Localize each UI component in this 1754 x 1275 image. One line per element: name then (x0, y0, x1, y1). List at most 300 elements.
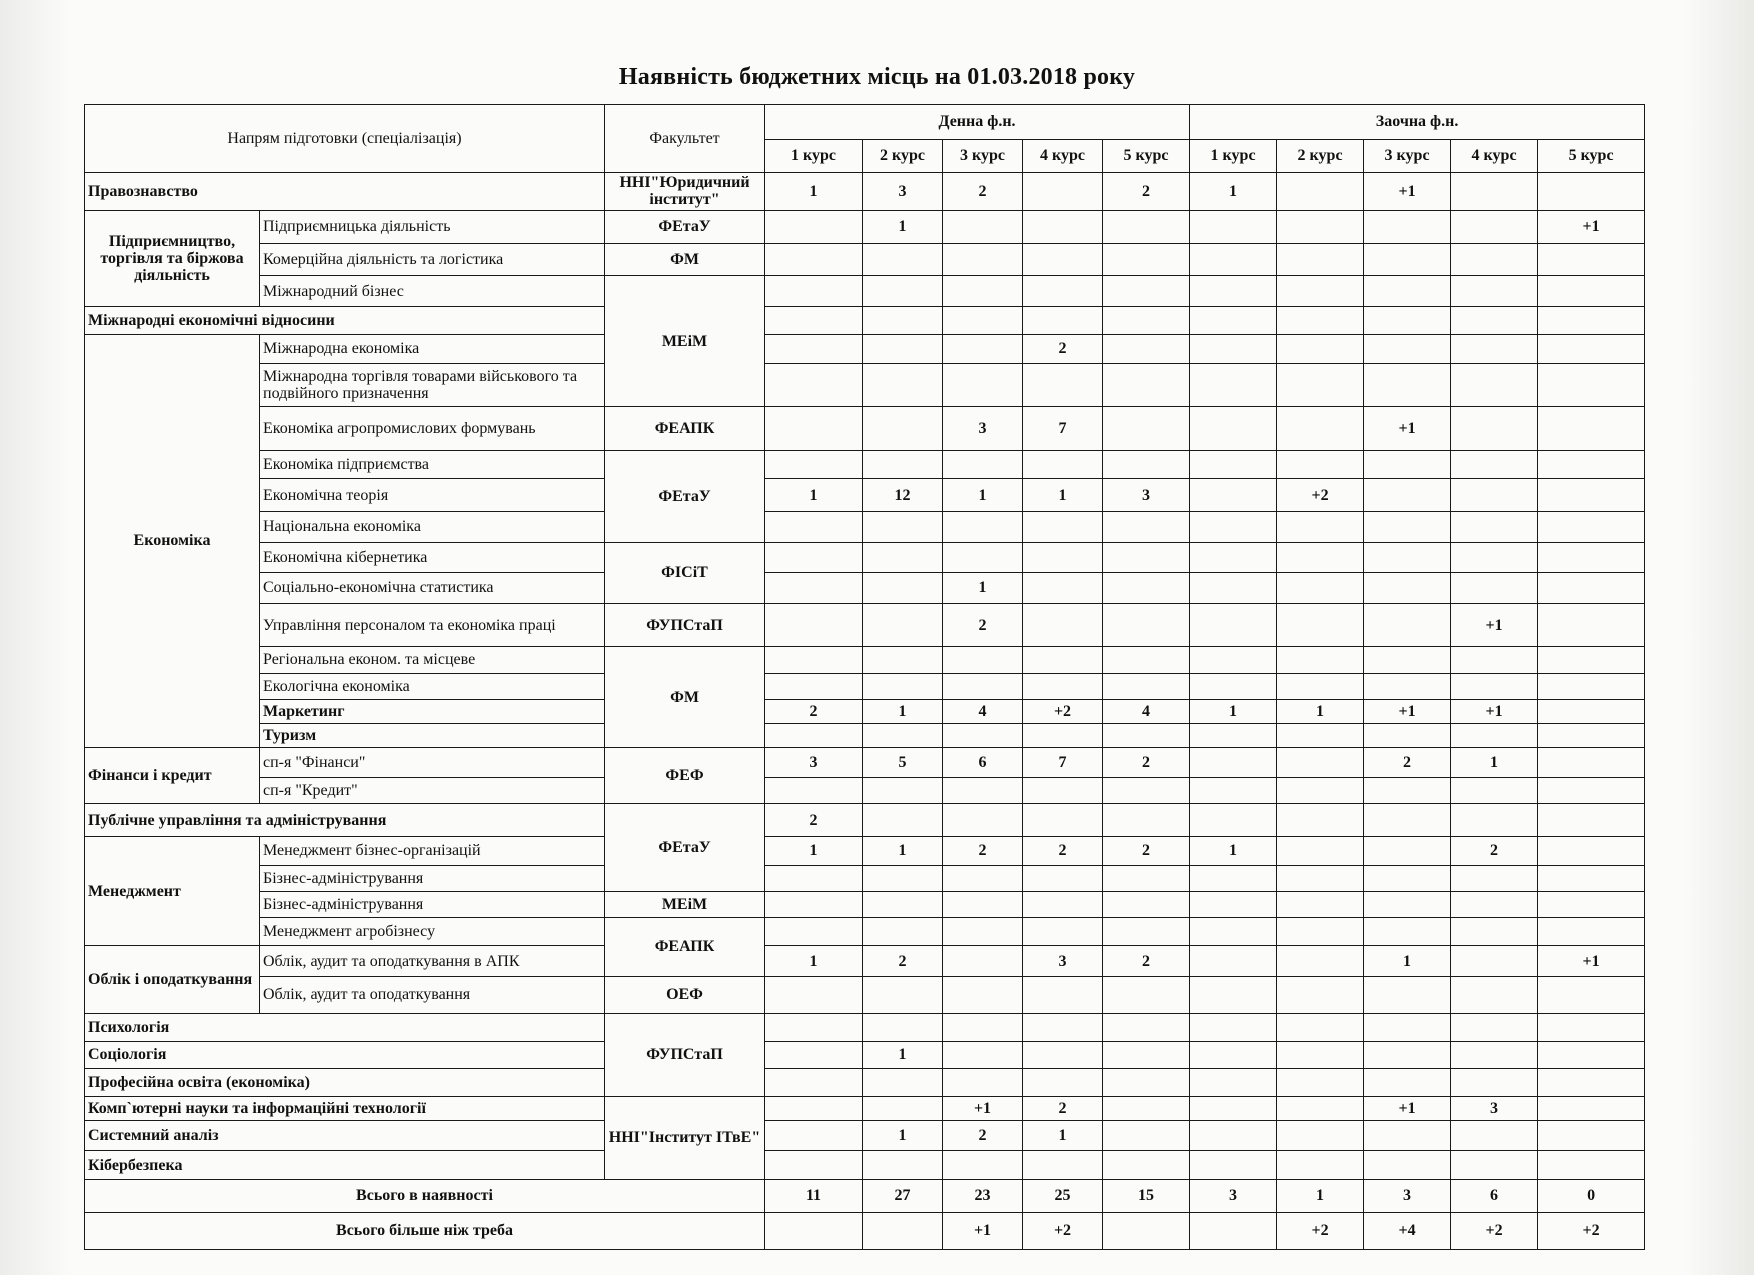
day-course-value (1103, 1096, 1190, 1120)
day-course-value (943, 210, 1023, 243)
day-course-value: 3 (943, 407, 1023, 451)
faculty-cell: МЕіМ (605, 891, 765, 917)
day-course-value (765, 778, 863, 804)
extramural-course-value: 1 (1190, 837, 1277, 865)
extramural-course-value (1451, 512, 1538, 543)
day-course-value: 1 (863, 699, 943, 723)
extramural-course-value (1451, 804, 1538, 837)
specialization-cell: Екологічна економіка (260, 673, 605, 699)
extramural-course-value (1364, 723, 1451, 747)
day-course-value (765, 450, 863, 478)
extramural-course-value (1364, 976, 1451, 1013)
extramural-course-value (1451, 673, 1538, 699)
extramural-course-value (1451, 647, 1538, 673)
extramural-course-value (1190, 1120, 1277, 1151)
extramural-course-value (1364, 1151, 1451, 1179)
day-course-value (863, 363, 943, 407)
day-course-value: 12 (863, 479, 943, 512)
extramural-course-value (1190, 243, 1277, 276)
extramural-course-value: 2 (1451, 837, 1538, 865)
specialization-cell: Бізнес-адміністрування (260, 865, 605, 891)
extramural-course-value (1190, 276, 1277, 307)
extramural-course-value (1451, 778, 1538, 804)
table-row (85, 603, 1645, 647)
faculty-cell: МЕіМ (605, 276, 765, 407)
day-course-value (1103, 778, 1190, 804)
day-course-value (943, 865, 1023, 891)
faculty-cell: ФЕтаУ (605, 804, 765, 891)
day-course-value (863, 1013, 943, 1041)
table-row (85, 1013, 1645, 1041)
extramural-course-value (1451, 542, 1538, 573)
ext-course-header: 5 курс (1538, 139, 1645, 172)
day-course-value (765, 1013, 863, 1041)
day-course-value (863, 673, 943, 699)
day-course-value: 3 (863, 172, 943, 210)
total-day-value: +2 (1023, 1212, 1103, 1249)
extramural-course-value (1538, 647, 1645, 673)
day-course-value (1103, 804, 1190, 837)
header-row (85, 105, 1645, 140)
day-course-value (765, 243, 863, 276)
extramural-course-value (1190, 891, 1277, 917)
extramural-course-value: 1 (1364, 946, 1451, 977)
ext-course-header: 4 курс (1451, 139, 1538, 172)
day-course-value (943, 946, 1023, 977)
extramural-course-value (1277, 946, 1364, 977)
extramural-course-value (1277, 647, 1364, 673)
day-course-value: 3 (765, 747, 863, 778)
direction-cell: Підприємництво, торгівля та біржова діяльність (85, 210, 260, 306)
extramural-course-value (1451, 407, 1538, 451)
extramural-course-value: 1 (1190, 699, 1277, 723)
extramural-course-value (1190, 1042, 1277, 1068)
totals-row (85, 1212, 1645, 1249)
table-row (85, 172, 1645, 210)
extramural-course-value (1277, 603, 1364, 647)
day-course-value (1023, 778, 1103, 804)
extramural-course-value (1277, 335, 1364, 363)
day-course-value: 1 (863, 210, 943, 243)
day-course-value (1023, 512, 1103, 543)
table-row (85, 1151, 1645, 1179)
ext-course-header: 2 курс (1277, 139, 1364, 172)
extramural-course-value (1538, 1096, 1645, 1120)
extramural-course-value (1190, 1013, 1277, 1041)
extramural-course-value (1190, 479, 1277, 512)
day-course-value (1023, 673, 1103, 699)
extramural-course-value (1190, 747, 1277, 778)
specialization-cell: Економічна теорія (260, 479, 605, 512)
extramural-course-value (1451, 573, 1538, 604)
day-course-value: 2 (1023, 1096, 1103, 1120)
day-course-value (1103, 573, 1190, 604)
day-course-value (943, 243, 1023, 276)
day-course-value (1023, 723, 1103, 747)
specialization-cell: Управління персоналом та економіка праці (260, 603, 605, 647)
extramural-course-value (1190, 1068, 1277, 1096)
day-course-value: +1 (943, 1096, 1023, 1120)
day-course-value: 1 (943, 573, 1023, 604)
table-row (85, 276, 1645, 307)
day-course-value (765, 276, 863, 307)
extramural-course-value (1364, 647, 1451, 673)
day-course-value (765, 306, 863, 334)
totals-label: Всього в наявності (85, 1179, 765, 1212)
table-row (85, 306, 1645, 334)
day-course-value (1103, 1151, 1190, 1179)
day-course-value (863, 891, 943, 917)
day-course-value (943, 1042, 1023, 1068)
faculty-cell: ФЕАПК (605, 407, 765, 451)
faculty-cell: ФЕтаУ (605, 210, 765, 243)
specialization-cell: Міжнародна економіка (260, 335, 605, 363)
day-course-value: 4 (1103, 699, 1190, 723)
extramural-course-value: +1 (1538, 210, 1645, 243)
extramural-course-value (1364, 603, 1451, 647)
day-course-value (765, 573, 863, 604)
day-course-value (943, 276, 1023, 307)
table-row (85, 1096, 1645, 1120)
day-course-value (943, 363, 1023, 407)
day-course-value (863, 407, 943, 451)
day-course-value (1103, 243, 1190, 276)
table-row (85, 865, 1645, 891)
day-course-value (1023, 243, 1103, 276)
specialization-cell: Соціально-економічна статистика (260, 573, 605, 604)
day-course-value (765, 1151, 863, 1179)
faculty-cell: ФМ (605, 647, 765, 747)
direction-cell: Системний аналіз (85, 1120, 605, 1151)
extramural-course-value (1190, 1151, 1277, 1179)
extramural-course-value (1364, 479, 1451, 512)
day-course-value (1023, 917, 1103, 945)
day-course-value (943, 1068, 1023, 1096)
day-course-value (1103, 450, 1190, 478)
extramural-course-value (1364, 837, 1451, 865)
direction-cell: Економіка (85, 335, 260, 747)
extramural-course-value: 1 (1451, 747, 1538, 778)
day-course-value (765, 865, 863, 891)
direction-cell: Туризм (260, 723, 765, 747)
extramural-course-value (1538, 512, 1645, 543)
day-course-value (765, 1042, 863, 1068)
table-row (85, 363, 1645, 407)
extramural-course-value (1190, 946, 1277, 977)
direction-cell: Психологія (85, 1013, 605, 1041)
faculty-cell: ОЕФ (605, 976, 765, 1013)
extramural-course-value (1277, 804, 1364, 837)
day-course-value (863, 512, 943, 543)
extramural-course-value (1364, 917, 1451, 945)
table-row (85, 479, 1645, 512)
day-course-value (765, 542, 863, 573)
extramural-course-value (1190, 512, 1277, 543)
day-course-value: 2 (1103, 837, 1190, 865)
extramural-course-value (1451, 335, 1538, 363)
extramural-course-value (1451, 1013, 1538, 1041)
day-course-value (943, 804, 1023, 837)
extramural-course-value (1277, 172, 1364, 210)
extramural-course-value: 2 (1364, 747, 1451, 778)
day-course-value (863, 778, 943, 804)
extramural-course-value (1451, 946, 1538, 977)
extramural-course-value: +1 (1538, 946, 1645, 977)
extramural-course-value (1190, 647, 1277, 673)
specialization-cell: Бізнес-адміністрування (260, 891, 605, 917)
extramural-course-value (1364, 673, 1451, 699)
extramural-course-value (1451, 1120, 1538, 1151)
day-course-value (943, 673, 1023, 699)
day-course-value: 1 (863, 1120, 943, 1151)
faculty-cell: ФУПСтаП (605, 603, 765, 647)
extramural-course-value (1538, 778, 1645, 804)
extramural-course-value (1364, 1068, 1451, 1096)
faculty-cell: ННІ"Інститут ІТвЕ" (605, 1096, 765, 1179)
specialization-cell: Міжнародна торгівля товарами військового та подвійного призначення (260, 363, 605, 407)
day-course-header: 4 курс (1023, 139, 1103, 172)
extramural-course-value (1277, 1120, 1364, 1151)
extramural-course-value (1277, 1096, 1364, 1120)
total-extramural-value: +2 (1277, 1212, 1364, 1249)
table-row (85, 837, 1645, 865)
extramural-course-value (1364, 363, 1451, 407)
ext-course-header: 3 курс (1364, 139, 1451, 172)
day-course-value: 2 (943, 837, 1023, 865)
day-course-value (1103, 647, 1190, 673)
day-course-value: 2 (943, 603, 1023, 647)
extramural-course-value (1451, 976, 1538, 1013)
day-course-value (943, 891, 1023, 917)
extramural-course-value (1451, 172, 1538, 210)
table-row (85, 512, 1645, 543)
ext-course-header: 1 курс (1190, 139, 1277, 172)
extramural-course-value (1190, 210, 1277, 243)
extramural-course-value (1538, 276, 1645, 307)
day-course-value: 3 (1023, 946, 1103, 977)
specialization-cell: Економічна кібернетика (260, 542, 605, 573)
extramural-course-value (1538, 1013, 1645, 1041)
day-course-value: +2 (1023, 699, 1103, 723)
day-course-value (1103, 335, 1190, 363)
table-row (85, 673, 1645, 699)
totals-label: Всього більше ніж треба (85, 1212, 765, 1249)
day-course-value (1023, 276, 1103, 307)
extramural-course-value (1190, 542, 1277, 573)
extramural-course-value (1277, 542, 1364, 573)
day-course-value (765, 407, 863, 451)
day-course-value (943, 1013, 1023, 1041)
extramural-course-value (1538, 243, 1645, 276)
day-course-value (1023, 1042, 1103, 1068)
total-extramural-value: 6 (1451, 1179, 1538, 1212)
day-course-value (863, 1151, 943, 1179)
table-row (85, 407, 1645, 451)
table-row (85, 976, 1645, 1013)
total-day-value (863, 1212, 943, 1249)
faculty-cell: ФУПСтаП (605, 1013, 765, 1096)
total-extramural-value: +2 (1451, 1212, 1538, 1249)
table-row (85, 699, 1645, 723)
day-course-value (1023, 865, 1103, 891)
extramural-course-value (1538, 723, 1645, 747)
table-row (85, 917, 1645, 945)
day-course-value (1103, 1013, 1190, 1041)
extramural-course-value (1364, 1120, 1451, 1151)
extramural-course-value (1277, 865, 1364, 891)
total-day-value: 11 (765, 1179, 863, 1212)
day-course-value (863, 603, 943, 647)
extramural-course-value (1538, 450, 1645, 478)
day-course-value (863, 335, 943, 363)
table-row (85, 1068, 1645, 1096)
day-course-value (1103, 363, 1190, 407)
extramural-course-value (1277, 573, 1364, 604)
extramural-course-value (1538, 542, 1645, 573)
day-course-value (1103, 210, 1190, 243)
extramural-course-value (1277, 363, 1364, 407)
extramural-course-value (1538, 1068, 1645, 1096)
day-course-value (765, 1096, 863, 1120)
day-course-value (1103, 976, 1190, 1013)
day-course-value: 2 (765, 699, 863, 723)
extramural-course-value (1538, 306, 1645, 334)
day-course-value (863, 243, 943, 276)
day-course-value: 1 (765, 172, 863, 210)
day-course-value: 1 (765, 946, 863, 977)
extramural-course-value: +1 (1364, 172, 1451, 210)
day-course-value: 1 (943, 479, 1023, 512)
extramural-course-value (1190, 407, 1277, 451)
day-course-value (765, 891, 863, 917)
day-course-header: 1 курс (765, 139, 863, 172)
extramural-course-value (1364, 778, 1451, 804)
day-course-value (1023, 210, 1103, 243)
faculty-cell: ФЕФ (605, 747, 765, 804)
extramural-course-value: 1 (1277, 699, 1364, 723)
day-course-value (863, 804, 943, 837)
extramural-course-value (1277, 1151, 1364, 1179)
extramural-course-value (1190, 778, 1277, 804)
day-course-value (765, 512, 863, 543)
day-course-value: 2 (1103, 747, 1190, 778)
table-row (85, 891, 1645, 917)
extramural-course-value (1364, 804, 1451, 837)
direction-cell: Правознавство (85, 172, 605, 210)
day-course-value (863, 306, 943, 334)
day-course-value (863, 647, 943, 673)
extramural-course-value (1451, 363, 1538, 407)
day-course-value (765, 1068, 863, 1096)
day-course-value: 2 (863, 946, 943, 977)
extramural-course-value (1277, 837, 1364, 865)
extramural-course-value (1277, 976, 1364, 1013)
day-course-value: 4 (943, 699, 1023, 723)
direction-cell: Професійна освіта (економіка) (85, 1068, 605, 1096)
day-course-value (1103, 673, 1190, 699)
extramural-course-value (1364, 512, 1451, 543)
day-course-value (765, 363, 863, 407)
extramural-course-value: 1 (1190, 172, 1277, 210)
total-extramural-value (1190, 1212, 1277, 1249)
total-extramural-value: 3 (1190, 1179, 1277, 1212)
day-course-value (1103, 276, 1190, 307)
day-course-header: 3 курс (943, 139, 1023, 172)
extramural-course-value (1277, 1013, 1364, 1041)
extramural-course-value (1451, 1151, 1538, 1179)
day-course-value: 1 (1023, 479, 1103, 512)
table-row (85, 1042, 1645, 1068)
direction-cell: Міжнародні економічні відносини (85, 306, 605, 334)
day-course-value (863, 573, 943, 604)
extramural-course-value: +1 (1364, 407, 1451, 451)
day-course-value (765, 673, 863, 699)
extramural-course-value (1277, 673, 1364, 699)
day-course-value (943, 917, 1023, 945)
extramural-course-value (1538, 891, 1645, 917)
extramural-course-value (1451, 479, 1538, 512)
faculty-cell: ФІСіТ (605, 542, 765, 603)
table-row (85, 450, 1645, 478)
table-row (85, 946, 1645, 977)
extramural-course-value (1277, 407, 1364, 451)
day-course-value (1103, 723, 1190, 747)
specialization-cell: Облік, аудит та оподаткування в АПК (260, 946, 605, 977)
extramural-course-value (1277, 778, 1364, 804)
specialization-cell: Підприємницька діяльність (260, 210, 605, 243)
extramural-course-value (1538, 407, 1645, 451)
extramural-course-value (1364, 306, 1451, 334)
day-course-value: 2 (1103, 946, 1190, 977)
header-direction: Напрям підготовки (спеціалізація) (85, 105, 605, 173)
extramural-course-value (1277, 210, 1364, 243)
extramural-course-value (1538, 1042, 1645, 1068)
day-course-value (1103, 603, 1190, 647)
table-row (85, 804, 1645, 837)
day-course-value (863, 276, 943, 307)
extramural-course-value (1190, 603, 1277, 647)
day-course-value (1103, 407, 1190, 451)
day-course-value (943, 306, 1023, 334)
day-course-header: 5 курс (1103, 139, 1190, 172)
specialization-cell: Комерційна діяльність та логістика (260, 243, 605, 276)
total-extramural-value: 0 (1538, 1179, 1645, 1212)
day-course-value (943, 976, 1023, 1013)
direction-cell: Соціологія (85, 1042, 605, 1068)
extramural-course-value (1364, 450, 1451, 478)
day-course-value (863, 723, 943, 747)
day-course-value (765, 917, 863, 945)
day-course-value (1023, 542, 1103, 573)
extramural-course-value (1451, 865, 1538, 891)
specialization-cell: Регіональна економ. та місцеве (260, 647, 605, 673)
day-course-value (863, 450, 943, 478)
extramural-course-value: +1 (1451, 603, 1538, 647)
extramural-course-value (1538, 603, 1645, 647)
extramural-course-value (1451, 276, 1538, 307)
day-course-value (1103, 542, 1190, 573)
extramural-course-value (1190, 573, 1277, 604)
day-course-value: 1 (765, 479, 863, 512)
day-course-value (863, 542, 943, 573)
day-course-value (1103, 865, 1190, 891)
day-course-value: 3 (1103, 479, 1190, 512)
day-course-value (863, 1096, 943, 1120)
extramural-course-value (1277, 512, 1364, 543)
day-course-value (943, 542, 1023, 573)
table-row (85, 335, 1645, 363)
extramural-course-value (1277, 306, 1364, 334)
